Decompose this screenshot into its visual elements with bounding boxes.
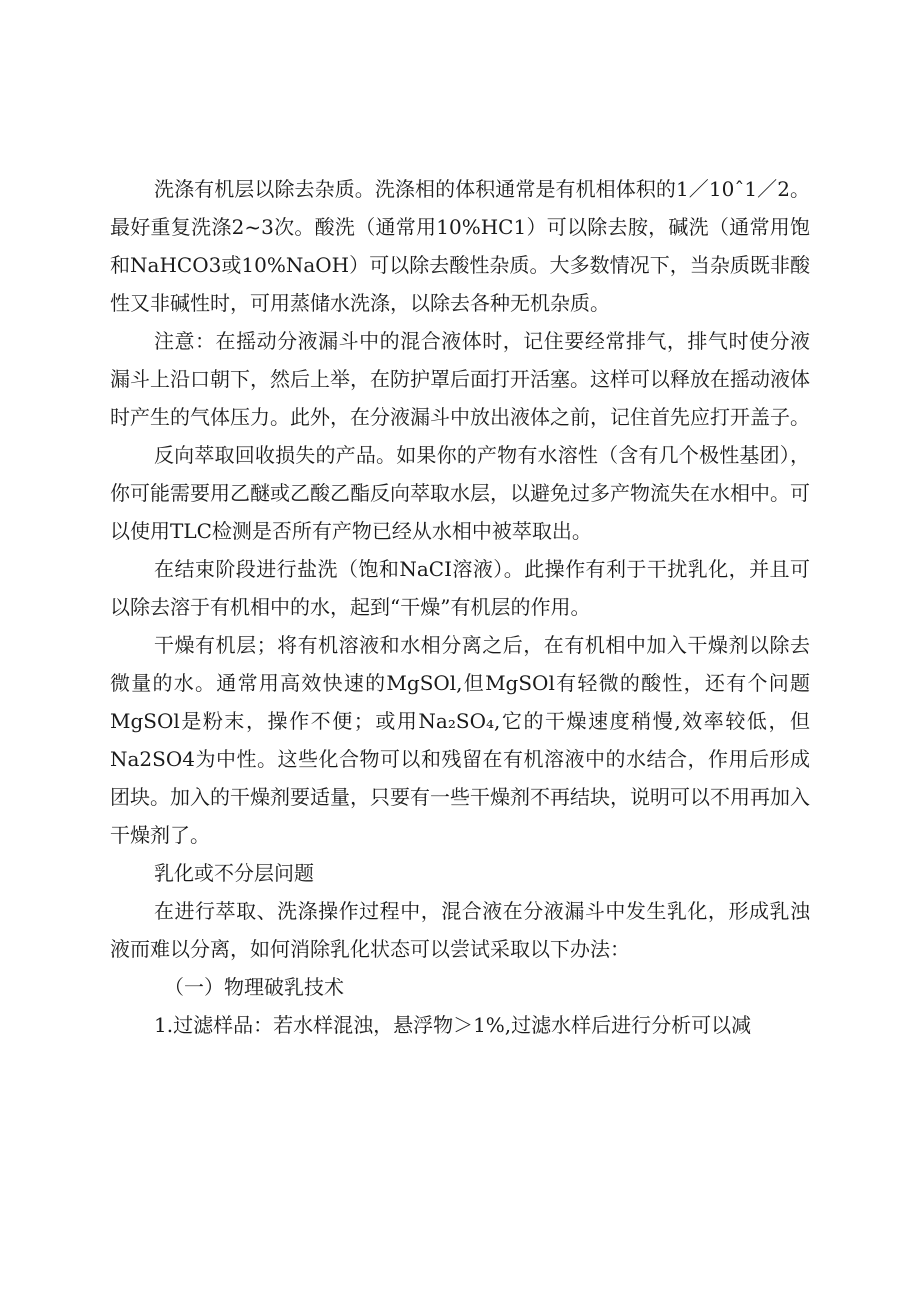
document-body — [110, 170, 810, 1044]
paragraph-salt-wash: 在结束阶段进行盐洗（饱和NaCI溶液）。此操作有利于干扰乳化，并且可以除去溶于有机相中的水，起到“干燥”有机层的作用。 — [110, 557, 810, 619]
sub-heading-physical-demulsification: （一）物理破乳技术 — [164, 975, 344, 999]
paragraph-back-extraction: 反向萃取回收损失的产品。如果你的产物有水溶性（含有几个极性基团），你可能需要用乙醚或乙酸乙酯反向萃取水层，以避免过多产物流失在水相中。可以使用TLC检测是否所有产物已经从水相中被萃取出。 — [110, 443, 810, 543]
list-item-filter-sample: 1.过滤样品：若水样混浊，悬浮物＞1%,过滤水样后进行分析可以减 — [154, 1013, 752, 1037]
paragraph-emulsion-intro: 在进行萃取、洗涤操作过程中，混合液在分液漏斗中发生乳化，形成乳浊液而难以分离，如何消除乳化状态可以尝试采取以下办法： — [110, 899, 810, 961]
paragraph-washing: 洗涤有机层以除去杂质。洗涤相的体积通常是有机相体积的1／10ˆ1／2。最好重复洗涤2~3次。酸洗（通常用10%HC1）可以除去胺，碱洗（通常用饱和NaHCO3或10%NaOH）可以除去酸性杂质。大多数情况下，当杂质既非酸性又非碱性时，可用蒸储水洗涤，以除去各种无机杂质。 — [110, 177, 810, 315]
section-heading-emulsion: 乳化或不分层问题 — [154, 861, 314, 885]
paragraph-caution: 注意：在摇动分液漏斗中的混合液体时，记住要经常排气，排气时使分液漏斗上沿口朝下，然后上举，在防护罩后面打开活塞。这样可以释放在摇动液体时产生的气体压力。此外，在分液漏斗中放出液体之前，记住首先应打开盖子。 — [110, 329, 810, 429]
paragraph-drying: 干燥有机层；将有机溶液和水相分离之后，在有机相中加入干燥剂以除去微量的水。通常用高效快速的MgSOl,但MgSOl有轻微的酸性，还有个问题MgSOl是粉末，操作不便；或用Na₂SO₄,它的干燥速度稍慢,效率较低，但Na2SO4为中性。这些化合物可以和残留在有机溶液中的水结合，作用后形成团块。加入的干燥剂要适量，只要有一些干燥剂不再结块，说明可以不用再加入干燥剂了。 — [110, 633, 810, 847]
